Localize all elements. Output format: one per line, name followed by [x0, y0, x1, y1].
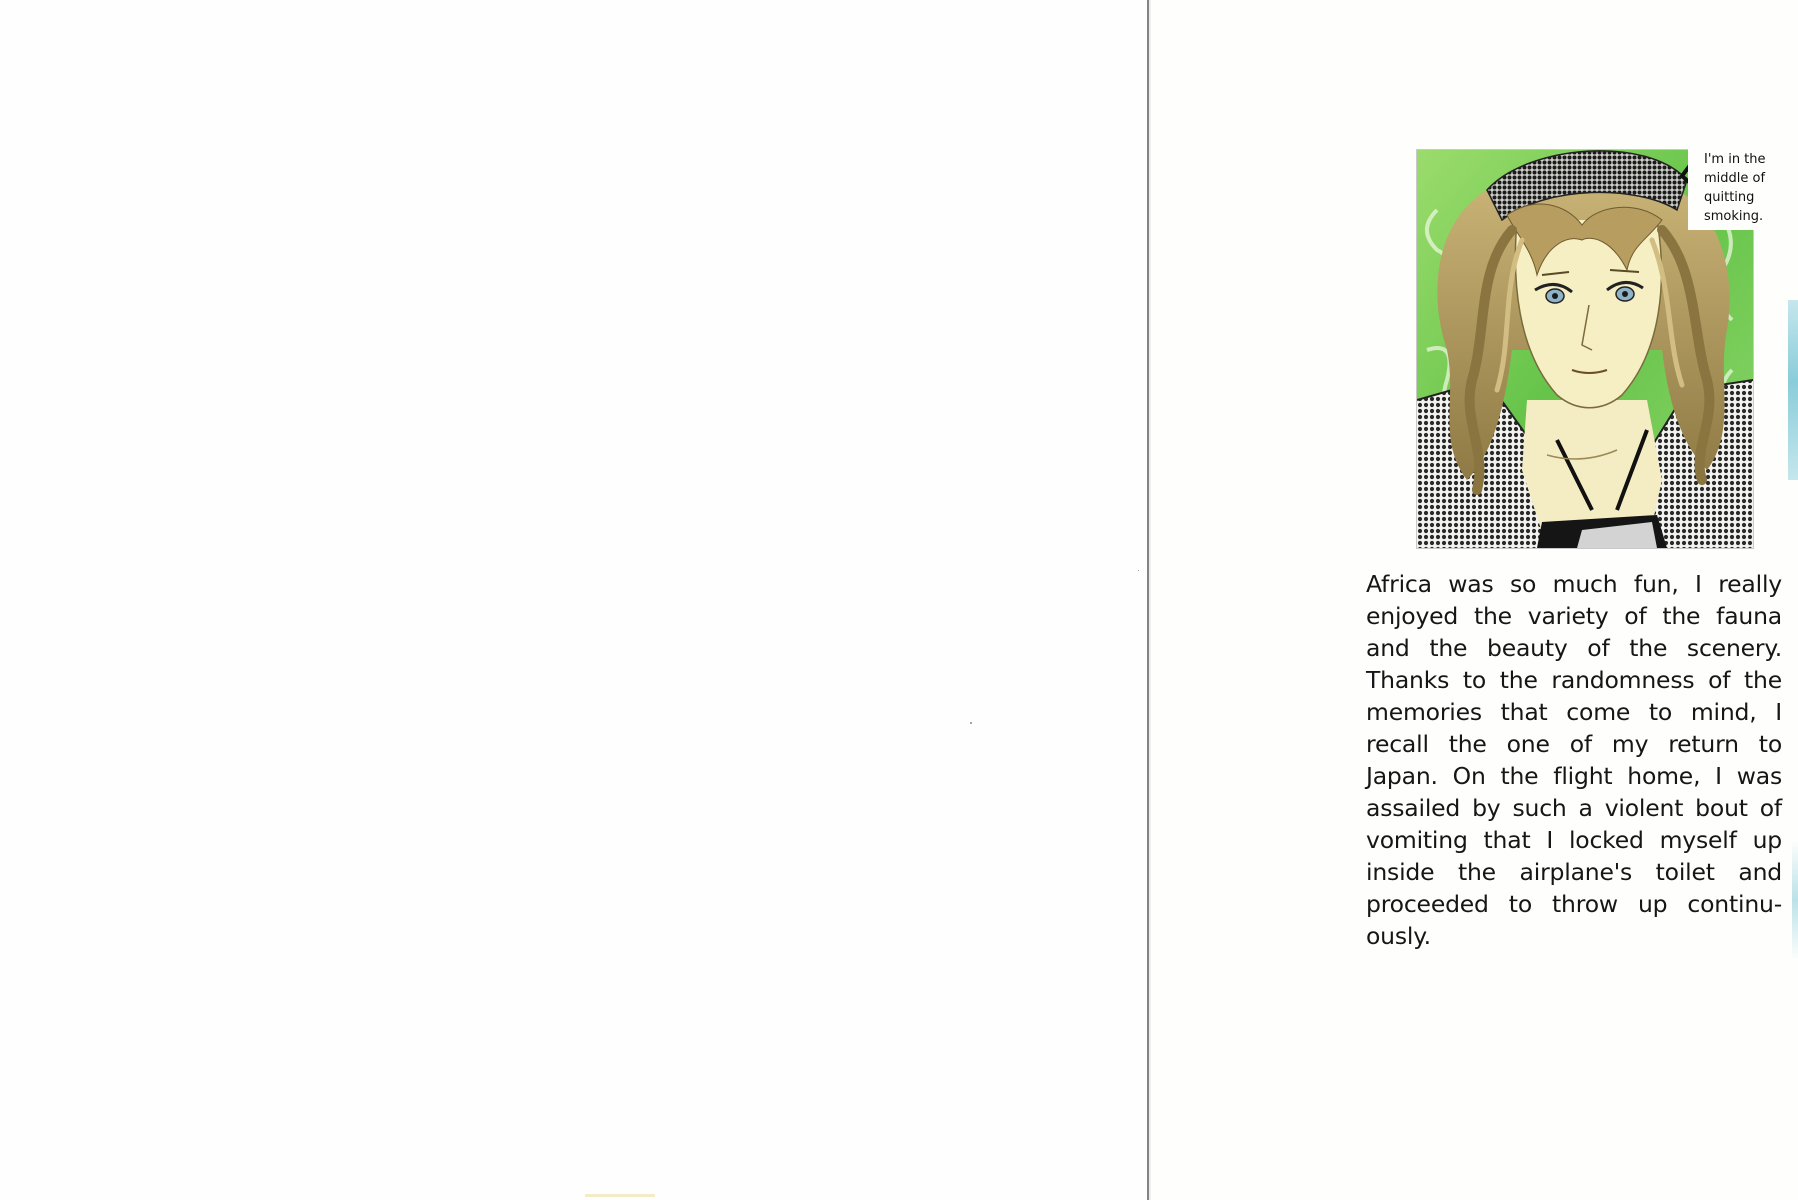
speech-line: I'm in the	[1704, 152, 1766, 167]
essay-line: enjoyed the variety of the fauna	[1366, 602, 1782, 630]
essay-line: proceeded to throw up continu-	[1366, 890, 1782, 918]
author-note-text	[1366, 568, 1782, 952]
essay-line: assailed by such a violent bout of	[1366, 794, 1782, 822]
page-edge-stain	[585, 1194, 655, 1197]
speech-line: quitting	[1704, 190, 1755, 205]
essay-line: recall the one of my return to	[1366, 730, 1782, 758]
essay-line: Japan. On the flight home, I was	[1366, 762, 1782, 790]
essay-line: Africa was so much fun, I really	[1366, 570, 1782, 598]
speech-caption	[1688, 148, 1792, 230]
essay-line: inside the airplane's toilet and	[1366, 858, 1782, 886]
page-edge-color-tab-lower	[1792, 840, 1798, 960]
page-speck	[970, 722, 972, 724]
essay-line: and the beauty of the scenery.	[1366, 634, 1782, 662]
essay-line: memories that come to mind, I	[1366, 698, 1782, 726]
essay-line: vomiting that I locked myself up	[1366, 826, 1782, 854]
speech-line: middle of	[1704, 171, 1766, 186]
page-speck	[1138, 570, 1139, 571]
speech-line: smoking.	[1704, 209, 1764, 224]
page-edge-color-tab	[1788, 300, 1798, 480]
essay-line: Thanks to the randomness of the	[1366, 666, 1782, 694]
essay-line: ously.	[1366, 922, 1431, 950]
